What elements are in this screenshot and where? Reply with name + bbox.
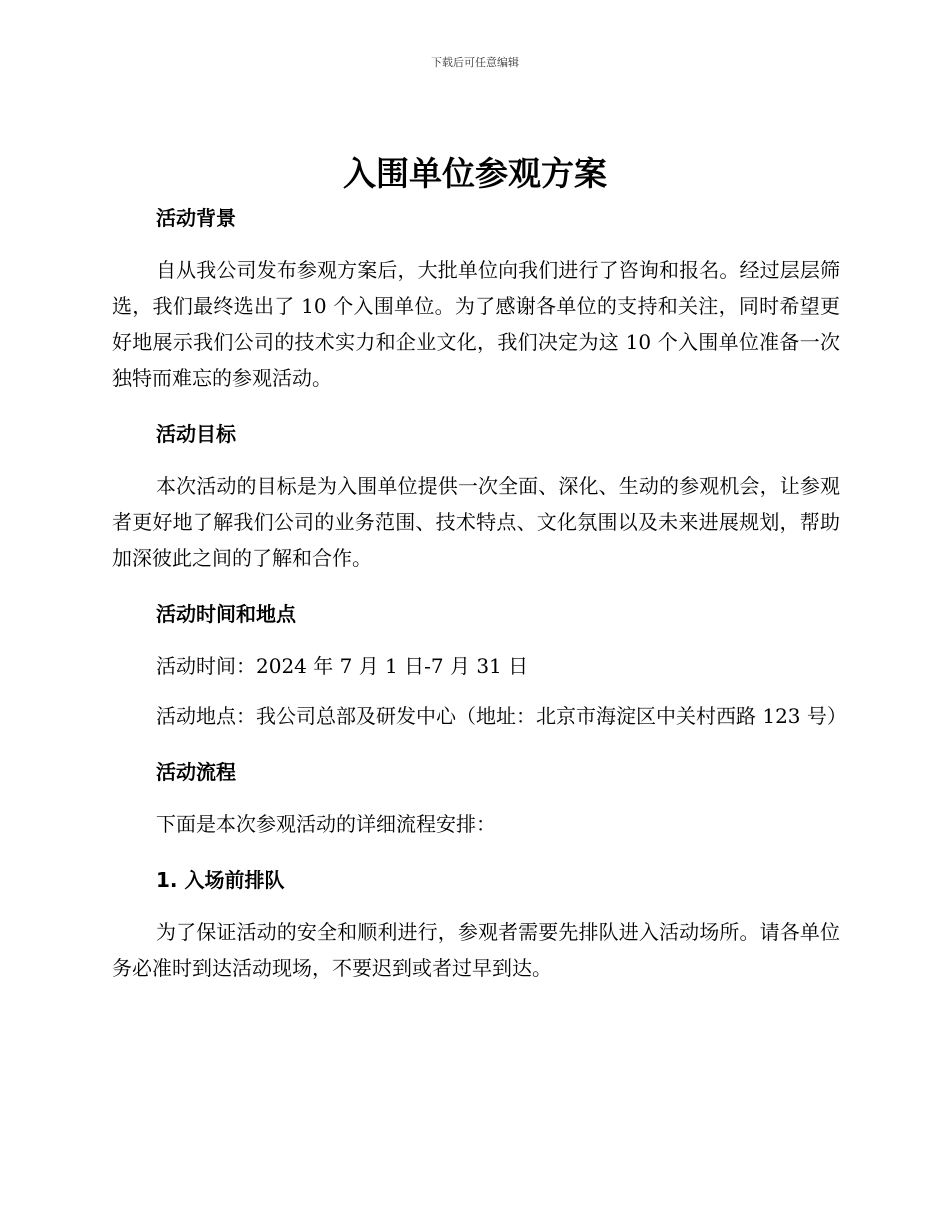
heading-time-place: 活动时间和地点: [156, 602, 296, 626]
paragraph-place: 活动地点：我公司总部及研发中心（地址：北京市海淀区中关村西路 123 号）: [156, 704, 847, 728]
paragraph-background: 自从我公司发布参观方案后，大批单位向我们进行了咨询和报名。经过层层筛选，我们最终选出了 10 个入围单位。为了感谢各单位的支持和关注，同时希望更好地展示我们公司的技术实力和企业文化，我们决定为这 10 个入围单位准备一次独特而难忘的参观活动。: [112, 258, 840, 390]
document-body: [112, 198, 847, 1004]
heading-background: 活动背景: [156, 206, 236, 230]
paragraph-step-1: 为了保证活动的安全和顺利进行，参观者需要先排队进入活动场所。请各单位务必准时到达活动现场，不要迟到或者过早到达。: [112, 920, 840, 980]
heading-goal: 活动目标: [156, 422, 236, 446]
paragraph-goal: 本次活动的目标是为入围单位提供一次全面、深化、生动的参观机会，让参观者更好地了解我们公司的业务范围、技术特点、文化氛围以及未来进展规划，帮助加深彼此之间的了解和合作。: [112, 474, 840, 570]
heading-step-1: 1. 入场前排队: [156, 868, 285, 892]
paragraph-time: 活动时间：2024 年 7 月 1 日-7 月 31 日: [156, 654, 529, 678]
header-note: 下载后可任意编辑: [431, 56, 519, 69]
document-title: 入围单位参观方案: [343, 154, 607, 193]
paragraph-process-intro: 下面是本次参观活动的详细流程安排：: [156, 812, 496, 836]
heading-process: 活动流程: [156, 760, 236, 784]
